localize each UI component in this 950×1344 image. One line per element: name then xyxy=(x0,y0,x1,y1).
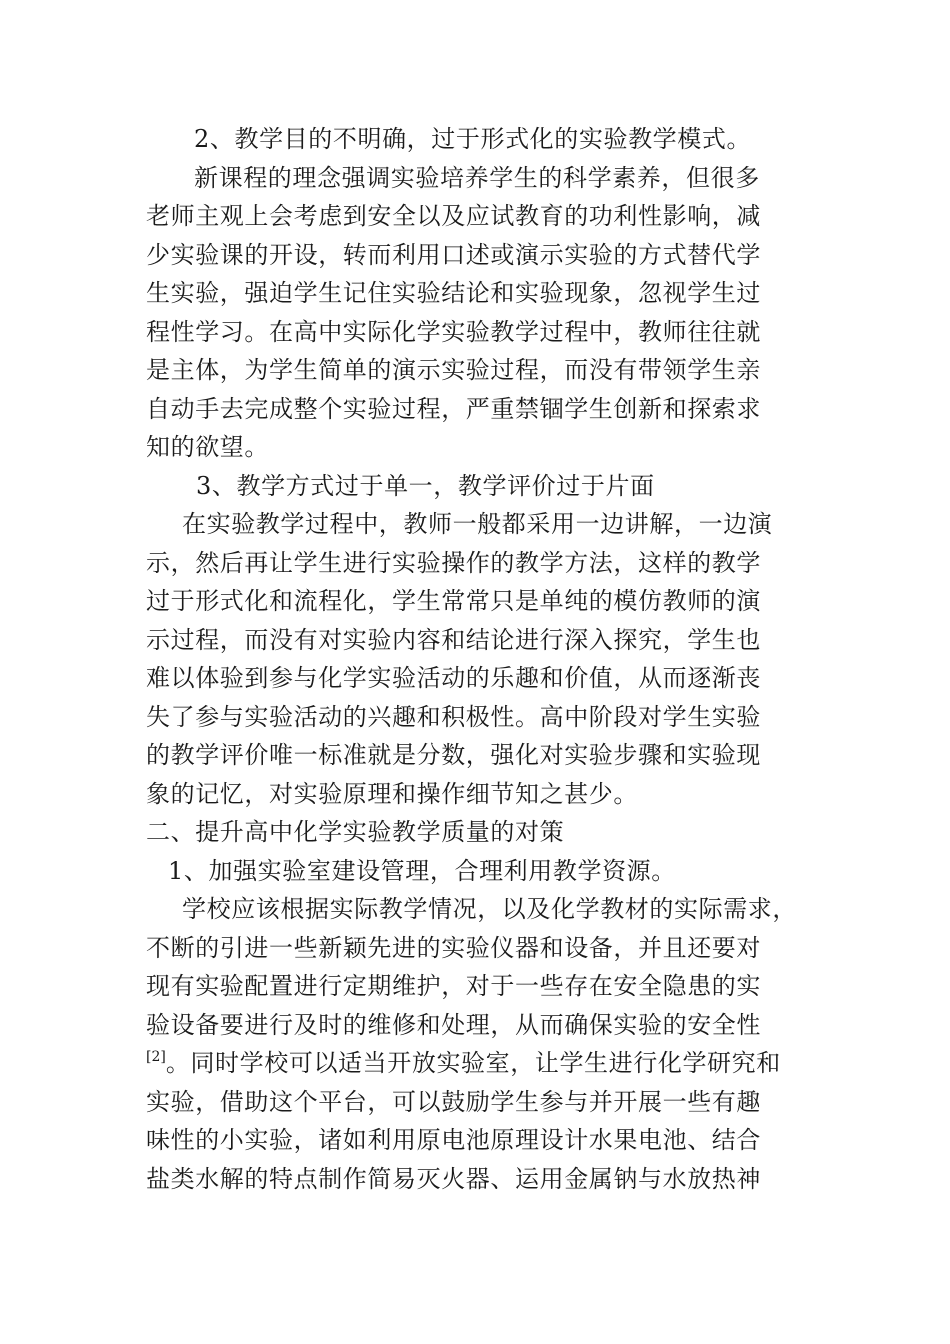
paragraph-line: 的教学评价唯一标准就是分数，强化对实验步骤和实验现 xyxy=(146,741,761,769)
paragraph-line: 生实验，强迫学生记住实验结论和实验现象，忽视学生过 xyxy=(146,279,761,307)
subheading-1: 1、加强实验室建设管理，合理利用教学资源。 xyxy=(168,856,676,885)
paragraph-line: 实验，借助这个平台，可以鼓励学生参与并开展一些有趣 xyxy=(146,1087,761,1116)
document-page xyxy=(146,120,806,1198)
paragraph-line: 示过程，而没有对实验内容和结论进行深入探究，学生也 xyxy=(146,625,761,654)
paragraph-line: 不断的引进一些新颖先进的实验仪器和设备，并且还要对 xyxy=(146,933,761,962)
subheading-3: 3、教学方式过于单一，教学评价过于片面 xyxy=(196,471,655,500)
section-title: 二、提升高中化学实验教学质量的对策 xyxy=(146,818,565,846)
paragraph-line: 失了参与实验活动的兴趣和积极性。高中阶段对学生实验 xyxy=(146,702,761,731)
paragraph-line-with-ref xyxy=(146,1044,806,1083)
paragraph-line: 象的记忆，对实验原理和操作细节知之甚少。 xyxy=(146,779,638,808)
paragraph-line: 在实验教学过程中，教师一般都采用一边讲解，一边演 xyxy=(182,510,773,538)
paragraph-line: 学校应该根据实际教学情况，以及化学教材的实际需求， xyxy=(182,895,797,923)
paragraph-line: 示，然后再让学生进行实验操作的教学方法，这样的教学 xyxy=(146,548,761,577)
paragraph-line: 盐类水解的特点制作简易灭火器、运用金属钠与水放热神 xyxy=(146,1164,761,1193)
paragraph-line: 程性学习。在高中实际化学实验教学过程中，教师往往就 xyxy=(146,317,761,346)
paragraph-text: 。同时学校可以适当开放实验室，让学生进行化学研究和 xyxy=(165,1049,781,1077)
reference-mark[interactable]: [2] xyxy=(146,1049,166,1065)
paragraph-line: 难以体验到参与化学实验活动的乐趣和价值，从而逐渐丧 xyxy=(146,664,761,692)
subheading-2: 2、教学目的不明确，过于形式化的实验教学模式。 xyxy=(194,125,752,153)
paragraph-line: 味性的小实验，诸如利用原电池原理设计水果电池、结合 xyxy=(146,1126,761,1154)
paragraph-line: 验设备要进行及时的维修和处理，从而确保实验的安全性 xyxy=(146,1010,761,1039)
paragraph-line: 过于形式化和流程化，学生常常只是单纯的模仿教师的演 xyxy=(146,587,761,615)
paragraph-line: 新课程的理念强调实验培养学生的科学素养，但很多 xyxy=(194,163,760,192)
paragraph-line: 是主体，为学生简单的演示实验过程，而没有带领学生亲 xyxy=(146,356,761,384)
paragraph-line: 现有实验配置进行定期维护，对于一些存在安全隐患的实 xyxy=(146,972,761,1000)
paragraph-3 xyxy=(146,890,806,1198)
paragraph-line: 老师主观上会考虑到安全以及应试教育的功利性影响，减 xyxy=(146,202,761,230)
paragraph-line: 自动手去完成整个实验过程，严重禁锢学生创新和探索求 xyxy=(146,394,761,423)
paragraph-2 xyxy=(146,505,806,813)
paragraph-1 xyxy=(146,159,806,467)
paragraph-line: 少实验课的开设，转而利用口述或演示实验的方式替代学 xyxy=(146,240,761,269)
paragraph-line: 知的欲望。 xyxy=(146,433,269,461)
